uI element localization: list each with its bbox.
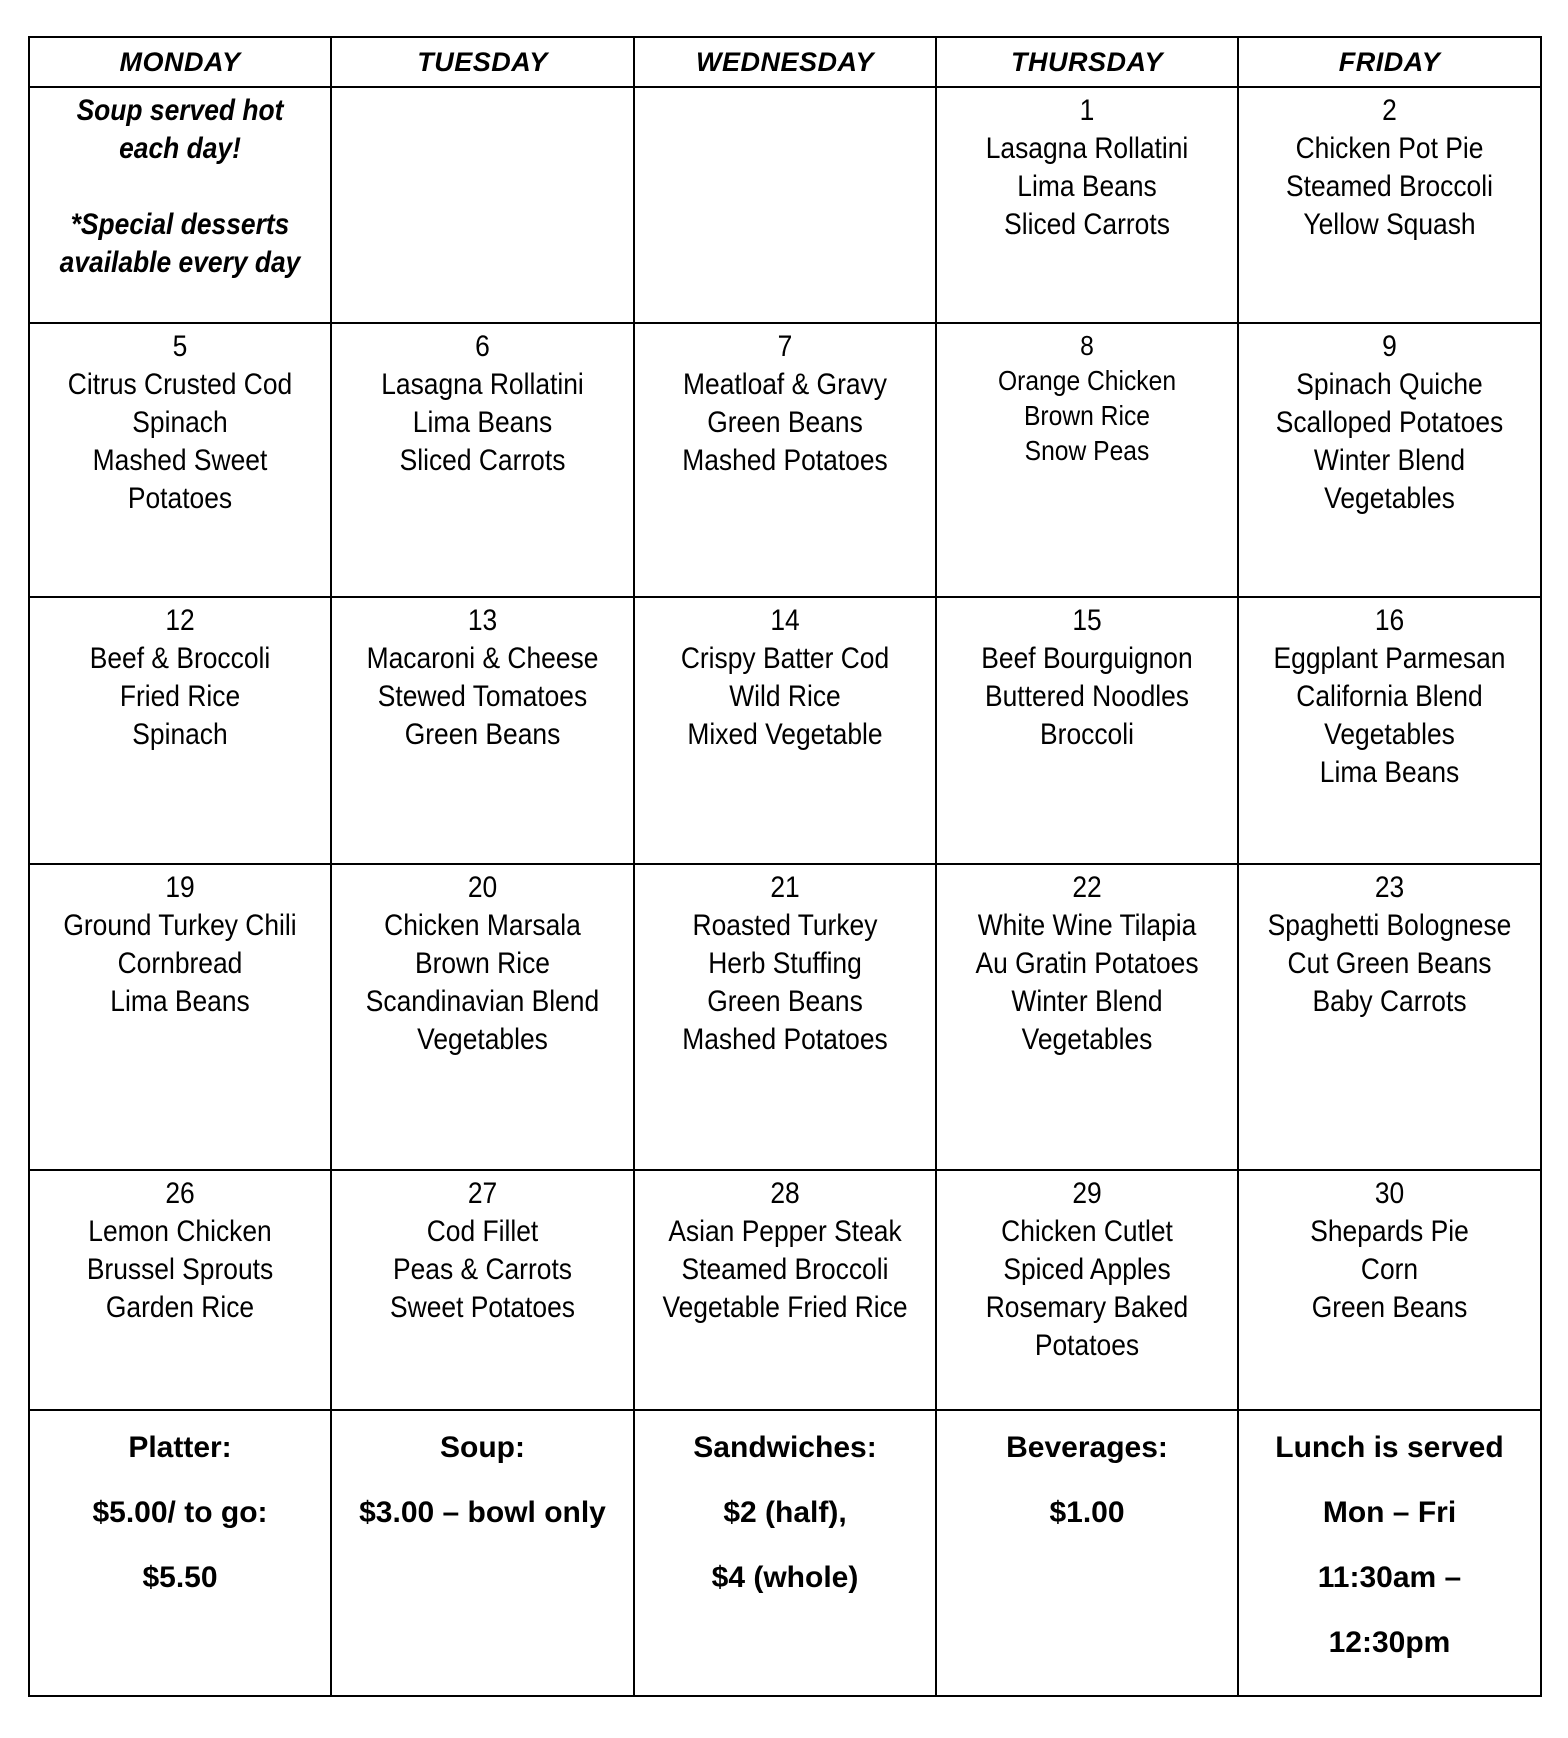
menu-item: Sliced Carrots: [399, 444, 566, 477]
menu-item: Green Beans: [404, 718, 561, 751]
menu-item: Snow Peas: [1024, 435, 1150, 466]
menu-item: Green Beans: [1311, 1291, 1468, 1324]
week-row-5: [29, 1170, 1541, 1410]
day-cell: [936, 1170, 1238, 1410]
price-line: $2 (half),: [723, 1496, 847, 1529]
day-date: 13: [467, 604, 498, 637]
menu-item: Vegetables: [1324, 482, 1455, 515]
day-cell: [634, 1170, 936, 1410]
menu-item: Vegetables: [417, 1023, 548, 1056]
weekday-header-friday: FRIDAY: [1238, 37, 1541, 87]
weekday-header-wednesday: WEDNESDAY: [634, 37, 936, 87]
menu-item: Mashed Potatoes: [682, 1023, 888, 1056]
menu-item: Steamed Broccoli: [1286, 170, 1493, 203]
menu-item: California Blend: [1296, 680, 1483, 713]
day-date: 6: [475, 330, 490, 363]
menu-item: Vegetables: [1021, 1023, 1153, 1056]
menu-item: Lima Beans: [1319, 756, 1460, 789]
note-line: available every day: [59, 246, 301, 279]
menu-item: Lima Beans: [412, 406, 553, 439]
menu-item: Brussel Sprouts: [86, 1253, 274, 1286]
menu-item: Roasted Turkey: [692, 909, 878, 942]
menu-item: Herb Stuffing: [708, 947, 862, 980]
menu-item: Lima Beans: [1017, 170, 1157, 203]
day-date: 23: [1374, 871, 1405, 904]
menu-item: Spaghetti Bolognese: [1267, 909, 1512, 942]
menu-item: Scalloped Potatoes: [1275, 406, 1504, 439]
day-date: 5: [172, 330, 188, 363]
day-cell: [331, 864, 634, 1170]
menu-item: Steamed Broccoli: [681, 1253, 889, 1286]
menu-item: Potatoes: [127, 482, 233, 515]
day-date: 8: [1080, 330, 1094, 361]
menu-item: Spinach: [132, 718, 228, 751]
weekday-header-row: [29, 37, 1541, 87]
price-cell-hours: [1238, 1410, 1541, 1696]
day-date: 16: [1374, 604, 1405, 637]
price-line: Sandwiches:: [693, 1431, 877, 1464]
day-date: 9: [1382, 330, 1397, 363]
menu-item: Garden Rice: [105, 1291, 255, 1324]
menu-item: Mashed Sweet: [92, 444, 268, 477]
day-date: 21: [770, 871, 800, 904]
day-cell-empty: [331, 87, 634, 323]
day-cell: [29, 1170, 331, 1410]
menu-item: Scandinavian Blend: [365, 985, 600, 1018]
menu-item: Cornbread: [117, 947, 243, 980]
menu-item: Lemon Chicken: [88, 1215, 272, 1248]
weekday-header-thursday: THURSDAY: [936, 37, 1238, 87]
menu-item: Wild Rice: [729, 680, 841, 713]
price-line: Platter:: [128, 1431, 232, 1464]
day-cell: [29, 864, 331, 1170]
price-line: $5.00/ to go:: [92, 1496, 268, 1529]
menu-item: Shepards Pie: [1310, 1215, 1469, 1248]
price-line: Mon – Fri: [1322, 1496, 1457, 1529]
day-date: 12: [165, 604, 195, 637]
menu-item: Peas & Carrots: [392, 1253, 572, 1286]
note-line: each day!: [119, 132, 241, 165]
day-date: 15: [1072, 604, 1102, 637]
price-cell-sandwiches: [634, 1410, 936, 1696]
menu-item: Chicken Marsala: [384, 909, 581, 942]
day-date: 30: [1374, 1177, 1405, 1210]
week-row-3: [29, 597, 1541, 864]
menu-item: Orange Chicken: [997, 365, 1177, 396]
day-date: 19: [165, 871, 195, 904]
menu-item: Crispy Batter Cod: [680, 642, 890, 675]
day-cell: [331, 323, 634, 597]
menu-item: Chicken Pot Pie: [1295, 132, 1484, 165]
day-cell: [634, 323, 936, 597]
day-cell: [331, 597, 634, 864]
day-cell: [1238, 323, 1541, 597]
menu-item: Spinach Quiche: [1296, 368, 1483, 401]
day-cell: [1238, 87, 1541, 323]
weekday-header-tuesday: TUESDAY: [331, 37, 634, 87]
menu-item: Lasagna Rollatini: [381, 368, 584, 401]
menu-item: Mixed Vegetable: [687, 718, 883, 751]
day-date: 2: [1382, 94, 1397, 127]
day-date: 7: [777, 330, 793, 363]
price-line: $4 (whole): [711, 1561, 859, 1594]
menu-item: Yellow Squash: [1303, 208, 1476, 241]
day-cell: [634, 864, 936, 1170]
menu-item: Vegetables: [1324, 718, 1455, 751]
day-date: 27: [467, 1177, 498, 1210]
menu-item: Winter Blend: [1011, 985, 1163, 1018]
lunch-menu-calendar: [28, 36, 1542, 1697]
note-line: *Special desserts: [70, 208, 290, 241]
menu-item: Asian Pepper Steak: [668, 1215, 902, 1248]
menu-item: Fried Rice: [119, 680, 241, 713]
day-cell: [936, 323, 1238, 597]
menu-item: Lima Beans: [110, 985, 250, 1018]
menu-item: Corn: [1360, 1253, 1419, 1286]
menu-item: Brown Rice: [415, 947, 550, 980]
menu-item: Mashed Potatoes: [682, 444, 888, 477]
menu-item: Baby Carrots: [1312, 985, 1467, 1018]
menu-item: Ground Turkey Chili: [63, 909, 297, 942]
day-date: 28: [770, 1177, 800, 1210]
menu-item: Rosemary Baked: [985, 1291, 1189, 1324]
note-line: Soup served hot: [76, 94, 284, 127]
menu-item: Stewed Tomatoes: [377, 680, 588, 713]
menu-item: Winter Blend: [1313, 444, 1466, 477]
menu-item: Sliced Carrots: [1004, 208, 1170, 241]
day-cell: [1238, 597, 1541, 864]
price-cell-beverages: [936, 1410, 1238, 1696]
price-line: Soup:: [440, 1431, 525, 1464]
menu-item: Beef & Broccoli: [89, 642, 271, 675]
menu-item: Eggplant Parmesan: [1273, 642, 1506, 675]
price-row: [29, 1410, 1541, 1696]
menu-item: Lasagna Rollatini: [985, 132, 1189, 165]
day-date: 14: [770, 604, 800, 637]
day-date: 22: [1072, 871, 1102, 904]
price-cell-soup: [331, 1410, 634, 1696]
menu-item: Buttered Noodles: [985, 680, 1189, 713]
menu-item: Broccoli: [1040, 718, 1134, 751]
menu-item: White Wine Tilapia: [977, 909, 1197, 942]
menu-item: Brown Rice: [1023, 400, 1150, 431]
menu-item: Spinach: [132, 406, 228, 439]
price-cell-platter: [29, 1410, 331, 1696]
menu-item: Green Beans: [707, 985, 863, 1018]
day-cell: [634, 597, 936, 864]
menu-item: Sweet Potatoes: [390, 1291, 575, 1324]
menu-item: Cut Green Beans: [1287, 947, 1492, 980]
week-row-2: [29, 323, 1541, 597]
menu-item: Macaroni & Cheese: [366, 642, 599, 675]
menu-item: Citrus Crusted Cod: [67, 368, 293, 401]
menu-item: Chicken Cutlet: [1001, 1215, 1173, 1248]
menu-item: Vegetable Fried Rice: [662, 1291, 908, 1324]
price-line: $5.50: [142, 1561, 218, 1594]
menu-item: Potatoes: [1034, 1329, 1140, 1362]
price-line: $1.00: [1049, 1496, 1125, 1529]
week-row-1: [29, 87, 1541, 323]
day-cell: [1238, 864, 1541, 1170]
price-line: 11:30am –: [1317, 1561, 1462, 1594]
day-cell: [29, 597, 331, 864]
menu-item: Beef Bourguignon: [981, 642, 1193, 675]
weekday-header-monday: MONDAY: [29, 37, 331, 87]
day-date: 29: [1072, 1177, 1102, 1210]
day-cell: [936, 864, 1238, 1170]
day-date: 20: [467, 871, 498, 904]
menu-item: Cod Fillet: [426, 1215, 539, 1248]
price-line: Lunch is served: [1275, 1431, 1504, 1464]
day-cell: [1238, 1170, 1541, 1410]
daily-note: [29, 87, 331, 323]
day-date: 26: [165, 1177, 195, 1210]
day-cell-empty: [634, 87, 936, 323]
day-date: 1: [1079, 94, 1095, 127]
day-cell: [331, 1170, 634, 1410]
price-line: $3.00 – bowl only: [359, 1496, 606, 1529]
day-cell: [29, 323, 331, 597]
week-row-4: [29, 864, 1541, 1170]
price-line: Beverages:: [1006, 1431, 1168, 1464]
day-cell: [936, 597, 1238, 864]
day-cell: [936, 87, 1238, 323]
price-line: 12:30pm: [1328, 1626, 1451, 1659]
menu-item: Au Gratin Potatoes: [975, 947, 1199, 980]
menu-item: Spiced Apples: [1003, 1253, 1171, 1286]
menu-item: Meatloaf & Gravy: [683, 368, 887, 401]
menu-item: Green Beans: [707, 406, 863, 439]
